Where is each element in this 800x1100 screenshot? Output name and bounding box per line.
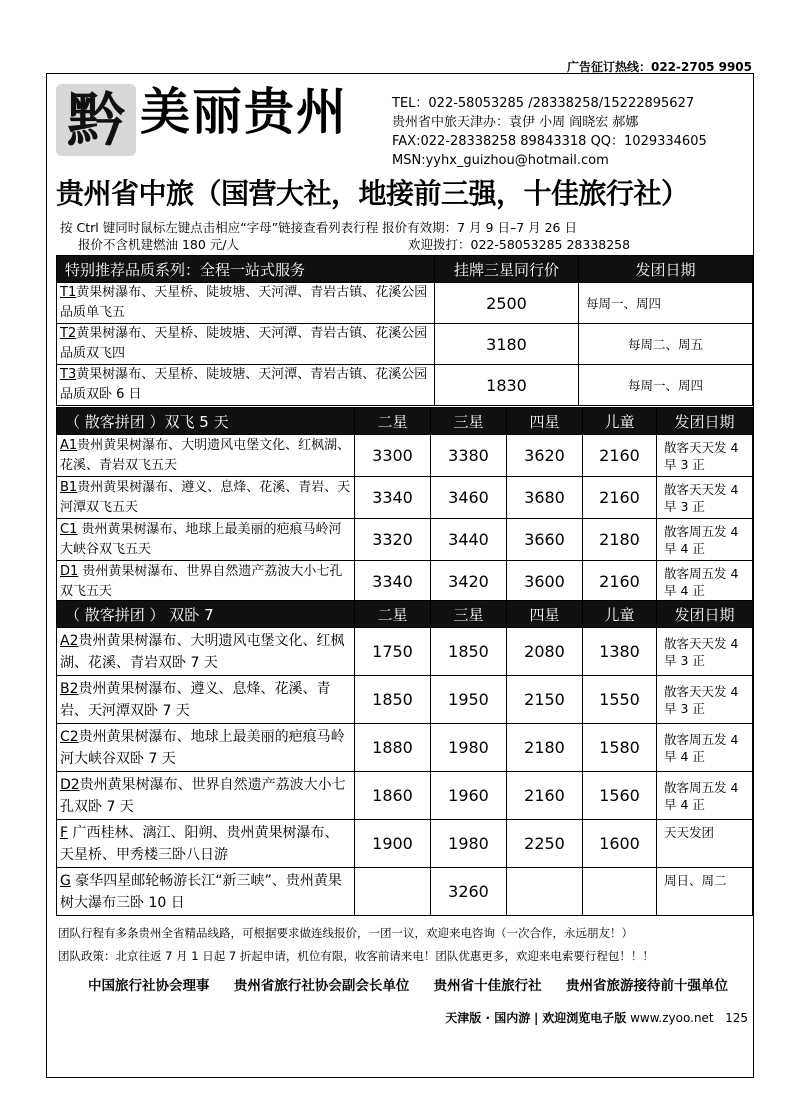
price: 2500 bbox=[435, 283, 579, 324]
tour-description: T3黄果树瀑布、天星桥、陡坡塘、天河潭、青岩古镇、花溪公园品质双卧 6 日 bbox=[57, 365, 435, 406]
departure-schedule: 每周一、周四 bbox=[579, 365, 753, 406]
price-3star: 3420 bbox=[431, 561, 507, 603]
table-row bbox=[57, 868, 753, 916]
column-header: 二星 bbox=[355, 601, 431, 628]
departure-schedule: 散客天天发 4 早 3 正 bbox=[657, 676, 753, 724]
table-row bbox=[57, 519, 753, 561]
table-row bbox=[57, 283, 753, 324]
price-child: 1600 bbox=[583, 820, 657, 868]
tour-description: D2贵州黄果树瀑布、世界自然遗产荔波大小七孔双卧 7 天 bbox=[57, 772, 355, 820]
contact-fax: FAX:022-28338258 89843318 QQ：1029334605 bbox=[392, 134, 707, 149]
table-header-row bbox=[57, 408, 753, 435]
price-4star: 2180 bbox=[507, 724, 583, 772]
price-child: 1550 bbox=[583, 676, 657, 724]
price-2star: 3300 bbox=[355, 435, 431, 477]
price-child: 1580 bbox=[583, 724, 657, 772]
table-row bbox=[57, 772, 753, 820]
edition-label: 天津版 · 国内游 bbox=[445, 1011, 531, 1025]
departure-schedule: 散客天天发 4 早 3 正 bbox=[657, 435, 753, 477]
double-flight-table bbox=[56, 407, 753, 603]
column-header: 发团日期 bbox=[657, 601, 753, 628]
tour-code-link[interactable]: T1 bbox=[60, 285, 77, 300]
departure-schedule: 天天发团 bbox=[657, 820, 753, 868]
page-footer bbox=[445, 1009, 748, 1026]
price-4star: 2160 bbox=[507, 772, 583, 820]
tour-description: A1贵州黄果树瀑布、大明遗风屯堡文化、红枫湖、花溪、青岩双飞五天 bbox=[57, 435, 355, 477]
tour-description: T2黄果树瀑布、天星桥、陡坡塘、天河潭、青岩古镇、花溪公园品质双飞四 bbox=[57, 324, 435, 365]
price-2star: 1900 bbox=[355, 820, 431, 868]
price-2star: 3340 bbox=[355, 561, 431, 603]
price-4star: 2150 bbox=[507, 676, 583, 724]
footer-slogan: 欢迎浏览电子版 bbox=[542, 1011, 627, 1025]
tour-code-link[interactable]: C1 bbox=[60, 521, 78, 537]
column-header: 二星 bbox=[355, 408, 431, 435]
tour-code-link[interactable]: D2 bbox=[60, 776, 80, 793]
price-3star: 1980 bbox=[431, 724, 507, 772]
table-row bbox=[57, 561, 753, 603]
departure-schedule: 散客天天发 4 早 3 正 bbox=[657, 477, 753, 519]
price-3star: 3260 bbox=[431, 868, 507, 916]
price-4star: 3660 bbox=[507, 519, 583, 561]
price-3star: 1850 bbox=[431, 628, 507, 676]
table-row bbox=[57, 435, 753, 477]
table-row bbox=[57, 820, 753, 868]
price-2star bbox=[355, 868, 431, 916]
departure-schedule: 散客天天发 4 早 3 正 bbox=[657, 628, 753, 676]
tour-description: T1黄果树瀑布、天星桥、陡坡塘、天河潭、青岩古镇、花溪公园品质单飞五 bbox=[57, 283, 435, 324]
double-sleeper-table bbox=[56, 600, 753, 916]
company-headline: 贵州省中旅（国营大社，地接前三强，十佳旅行社） bbox=[56, 177, 689, 210]
price-2star: 3340 bbox=[355, 477, 431, 519]
price-2star: 3320 bbox=[355, 519, 431, 561]
column-header: 三星 bbox=[431, 601, 507, 628]
instructions-line2-right: 欢迎拨打：022-58053285 28338258 bbox=[408, 237, 631, 252]
tour-description: F 广西桂林、漓江、阳朔、贵州黄果树瀑布、天星桥、甲秀楼三卧八日游 bbox=[57, 820, 355, 868]
price-child: 2160 bbox=[583, 435, 657, 477]
organization-credentials bbox=[88, 974, 728, 994]
column-header: 四星 bbox=[507, 601, 583, 628]
credential-item: 贵州省旅游接待前十强单位 bbox=[565, 978, 728, 994]
price-child: 2180 bbox=[583, 519, 657, 561]
tour-code-link[interactable]: F bbox=[60, 824, 69, 841]
tour-code-link[interactable]: A2 bbox=[60, 632, 79, 649]
price: 1830 bbox=[435, 365, 579, 406]
price: 3180 bbox=[435, 324, 579, 365]
column-header: （ 散客拼团 ）双飞 5 天 bbox=[57, 408, 355, 435]
departure-schedule: 散客周五发 4 早 4 正 bbox=[657, 772, 753, 820]
tour-code-link[interactable]: A1 bbox=[60, 437, 78, 453]
tour-description: C1 贵州黄果树瀑布、地球上最美丽的疤痕马岭河大峡谷双飞五天 bbox=[57, 519, 355, 561]
price-3star: 1950 bbox=[431, 676, 507, 724]
departure-schedule: 散客周五发 4 早 4 正 bbox=[657, 519, 753, 561]
logo-character: 黔 bbox=[66, 86, 125, 154]
page-number: 125 bbox=[725, 1011, 748, 1025]
tour-code-link[interactable]: T3 bbox=[60, 367, 77, 382]
tour-code-link[interactable]: B2 bbox=[60, 680, 79, 697]
price-3star: 3380 bbox=[431, 435, 507, 477]
price-3star: 3460 bbox=[431, 477, 507, 519]
credential-item: 贵州省旅行社协会副会长单位 bbox=[233, 978, 410, 994]
recommended-series-table bbox=[56, 255, 753, 406]
tour-code-link[interactable]: C2 bbox=[60, 728, 79, 745]
tour-description: B1贵州黄果树瀑布、遵义、息烽、花溪、青岩、天河潭双飞五天 bbox=[57, 477, 355, 519]
tour-description: A2贵州黄果树瀑布、大明遗风屯堡文化、红枫湖、花溪、青岩双卧 7 天 bbox=[57, 628, 355, 676]
price-4star: 3620 bbox=[507, 435, 583, 477]
column-header: 特别推荐品质系列：全程一站式服务 bbox=[57, 256, 435, 283]
column-header: 儿童 bbox=[583, 408, 657, 435]
table-header-row bbox=[57, 601, 753, 628]
column-header: 发团日期 bbox=[579, 256, 753, 283]
instructions-line1: 按 Ctrl 键同时鼠标左键点击相应“字母”链接查看列表行程 报价有效期：7 月 9 日–7 月 26 日 bbox=[60, 220, 577, 235]
contact-msn[interactable]: MSN:yyhx_guizhou@hotmail.com bbox=[392, 153, 609, 168]
footer-separator: | bbox=[534, 1011, 539, 1025]
departure-schedule: 散客周五发 4 早 4 正 bbox=[657, 724, 753, 772]
table-header-row bbox=[57, 256, 753, 283]
price-4star: 2080 bbox=[507, 628, 583, 676]
table-row bbox=[57, 477, 753, 519]
departure-schedule: 散客周五发 4 早 4 正 bbox=[657, 561, 753, 603]
column-header: 挂牌三星同行价 bbox=[435, 256, 579, 283]
price-2star: 1860 bbox=[355, 772, 431, 820]
column-header: 三星 bbox=[431, 408, 507, 435]
departure-schedule: 每周二、周五 bbox=[579, 324, 753, 365]
price-4star: 3680 bbox=[507, 477, 583, 519]
column-header: 四星 bbox=[507, 408, 583, 435]
table-row bbox=[57, 724, 753, 772]
tour-description: B2贵州黄果树瀑布、遵义、息烽、花溪、青岩、天河潭双卧 7 天 bbox=[57, 676, 355, 724]
column-header: （ 散客拼团 ） 双卧 7 bbox=[57, 601, 355, 628]
price-3star: 1960 bbox=[431, 772, 507, 820]
group-policy-note: 团队政策：北京往返 7 月 1 日起 7 折起申请，机位有限，收客前请来电！团队优惠更多，欢迎来电索要行程包！！！ bbox=[58, 949, 654, 963]
column-header: 发团日期 bbox=[657, 408, 753, 435]
price-child bbox=[583, 868, 657, 916]
price-child: 1380 bbox=[583, 628, 657, 676]
price-4star: 3600 bbox=[507, 561, 583, 603]
contact-tel: TEL：022-58053285 /28338258/15222895627 bbox=[392, 96, 695, 111]
price-3star: 3440 bbox=[431, 519, 507, 561]
price-child: 2160 bbox=[583, 561, 657, 603]
price-3star: 1980 bbox=[431, 820, 507, 868]
price-child: 2160 bbox=[583, 477, 657, 519]
contact-office: 贵州省中旅天津办：袁伊 小周 阎晓宏 郝娜 bbox=[392, 115, 639, 130]
tour-code-link[interactable]: T2 bbox=[60, 326, 77, 341]
table-row bbox=[57, 365, 753, 406]
group-tour-note: 团队行程有多条贵州全省精品线路，可根据要求做连线报价，一团一议，欢迎来电咨询（一次合作，永远朋友！） bbox=[58, 926, 633, 940]
brand-title: 美丽贵州 bbox=[140, 82, 348, 141]
tour-code-link[interactable]: B1 bbox=[60, 479, 78, 495]
credential-item: 中国旅行社协会理事 bbox=[88, 978, 210, 994]
price-2star: 1750 bbox=[355, 628, 431, 676]
tour-code-link[interactable]: D1 bbox=[60, 563, 79, 579]
table-row bbox=[57, 676, 753, 724]
price-4star bbox=[507, 868, 583, 916]
table-row bbox=[57, 324, 753, 365]
credential-item: 贵州省十佳旅行社 bbox=[433, 978, 542, 994]
website-link[interactable]: www.zyoo.net bbox=[630, 1011, 714, 1025]
tour-description: C2贵州黄果树瀑布、地球上最美丽的疤痕马岭河大峡谷双卧 7 天 bbox=[57, 724, 355, 772]
price-2star: 1880 bbox=[355, 724, 431, 772]
price-4star: 2250 bbox=[507, 820, 583, 868]
departure-schedule: 每周一、周四 bbox=[579, 283, 753, 324]
column-header: 儿童 bbox=[583, 601, 657, 628]
tour-description: D1 贵州黄果树瀑布、世界自然遗产荔波大小七孔双飞五天 bbox=[57, 561, 355, 603]
ad-hotline: 广告征订热线：022-2705 9905 bbox=[566, 60, 752, 74]
tour-code-link[interactable]: G bbox=[60, 872, 71, 889]
instructions-line2-left: 报价不含机建燃油 180 元/人 bbox=[78, 237, 240, 252]
table-row bbox=[57, 628, 753, 676]
price-child: 1560 bbox=[583, 772, 657, 820]
price-2star: 1850 bbox=[355, 676, 431, 724]
tour-description: G 豪华四星邮轮畅游长江“新三峡”、贵州黄果树大瀑布三卧 10 日 bbox=[57, 868, 355, 916]
logo bbox=[56, 84, 136, 156]
departure-schedule: 周日、周二 bbox=[657, 868, 753, 916]
